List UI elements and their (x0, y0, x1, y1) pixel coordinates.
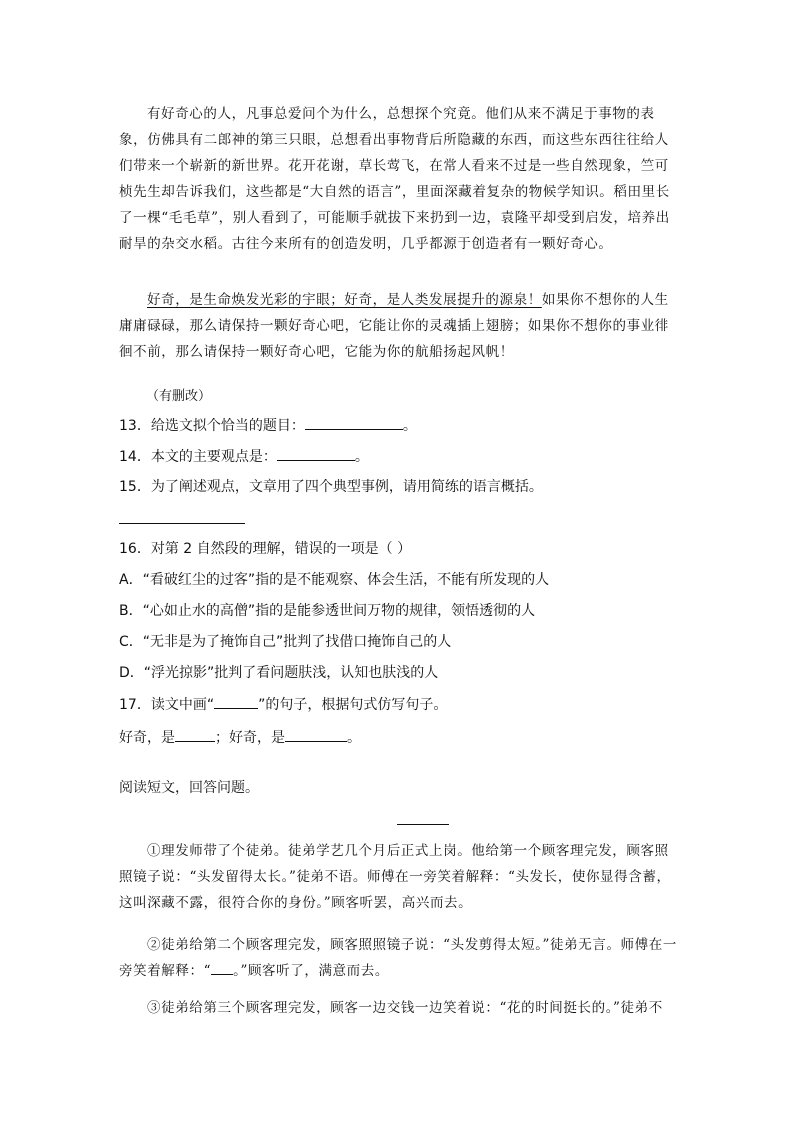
question-13 (119, 415, 689, 436)
source-note: （有删改） (146, 389, 212, 404)
question-17-pre: 17．读文中画“ (119, 697, 215, 713)
question-17-mark (214, 694, 258, 709)
question-15: 15．为了阐述观点，文章用了四个典型事例，请用简练的语言概括。 (119, 479, 543, 495)
question-16-option-a: A．“看破红尘的过客”指的是不能观察、体会生活，不能有所发现的人 (119, 572, 550, 588)
story-paragraph-2 (119, 932, 679, 984)
question-17 (119, 694, 689, 715)
question-16-option-d: D．“浮光掠影”批判了看问题肤浅，认知也肤浅的人 (119, 665, 439, 681)
story-paragraph-1: ①理发师带了个徒弟。徒弟学艺几个月后正式上岗。他给第一个顾客理完发，顾客照照镜子说：“头发留得太长。”徒弟不语。师傅在一旁笑着解释：“头发长，使你显得含蓄，这叫深藏不露，很符合你的身份。”顾客听罢，高兴而去。 (119, 843, 671, 911)
question-14-text: 14．本文的主要观点是： (119, 449, 277, 465)
paragraph-2-rest: 如果你不想你的人生庸庸碌碌，那么请保持一颗好奇心吧，它能让你的灵魂插上翅膀；如果你不想你的事业徘徊不前，那么请保持一颗好奇心吧，它能为你的航船扬起风帆！ (119, 292, 669, 360)
story-paragraph-2-a: ②徒弟给第二个顾客理完发，顾客照照镜子说：“头发剪得太短。”徒弟无言。师傅在一旁笑着解释：“ (119, 937, 677, 979)
question-13-end: 。 (402, 418, 417, 434)
question-17-fill (119, 727, 689, 748)
question-16-option-c: C．“无非是为了掩饰自己”批判了找借口掩饰自己的人 (119, 634, 452, 650)
question-17-fill-a: 好奇，是 (119, 730, 175, 746)
question-17-fill-end: 。 (347, 730, 361, 746)
question-17-post: ”的句子，根据句式仿写句子。 (258, 697, 448, 713)
question-13-text: 13．给选文拟个恰当的题目： (119, 418, 305, 434)
story-paragraph-3: ③徒弟给第三个顾客理完发，顾客一边交钱一边笑着说：“花的时间挺长的。”徒弟不 (147, 1000, 663, 1016)
title-blank-line[interactable] (397, 824, 449, 825)
question-17-blank-2[interactable] (285, 727, 347, 742)
underlined-sentence: 好奇，是生命焕发光彩的宇眼；好奇，是人类发展提升的源泉！ (147, 292, 542, 308)
story-paragraph-2-b: 。”顾客听了，满意而去。 (233, 963, 389, 979)
question-14 (119, 446, 689, 467)
passage-paragraph-1: 有好奇心的人，凡事总爱问个为什么，总想探个究竟。他们从来不满足于事物的表象，仿佛具有二郎神的第三只眼，总想看出事物背后所隐藏的东西，而这些东西往往给人们带来一个崭新的新世界。花开花谢，草长莺飞，在常人看来不过是一些自然现象，竺可桢先生却告诉我们，这些都是“大自然的语言”，里面深藏着复杂的物候学知识。稻田里长了一棵“毛毛草”，别人看到了，可能顺手就拔下来扔到一边，袁隆平却受到启发，培养出耐旱的杂交水稻。古往今来所有的创造发明，几乎都源于创造者有一颗好奇心。 (119, 106, 670, 252)
question-14-end: 。 (354, 449, 369, 465)
question-17-blank-1[interactable] (175, 727, 215, 742)
question-15-answer-line[interactable] (119, 523, 245, 524)
question-17-fill-b: ；好奇，是 (215, 730, 285, 746)
question-14-blank[interactable] (277, 446, 355, 461)
question-16: 16．对第 2 自然段的理解，错误的一项是（ ） (119, 541, 412, 557)
question-13-blank[interactable] (305, 415, 403, 430)
reading-instruction: 阅读短文，回答问题。 (119, 780, 259, 796)
passage-paragraph-2 (119, 287, 679, 365)
question-16-option-b: B．“心如止水的高僧”指的是能参透世间万物的规律，领悟透彻的人 (119, 603, 536, 619)
story-blank[interactable] (211, 960, 233, 975)
